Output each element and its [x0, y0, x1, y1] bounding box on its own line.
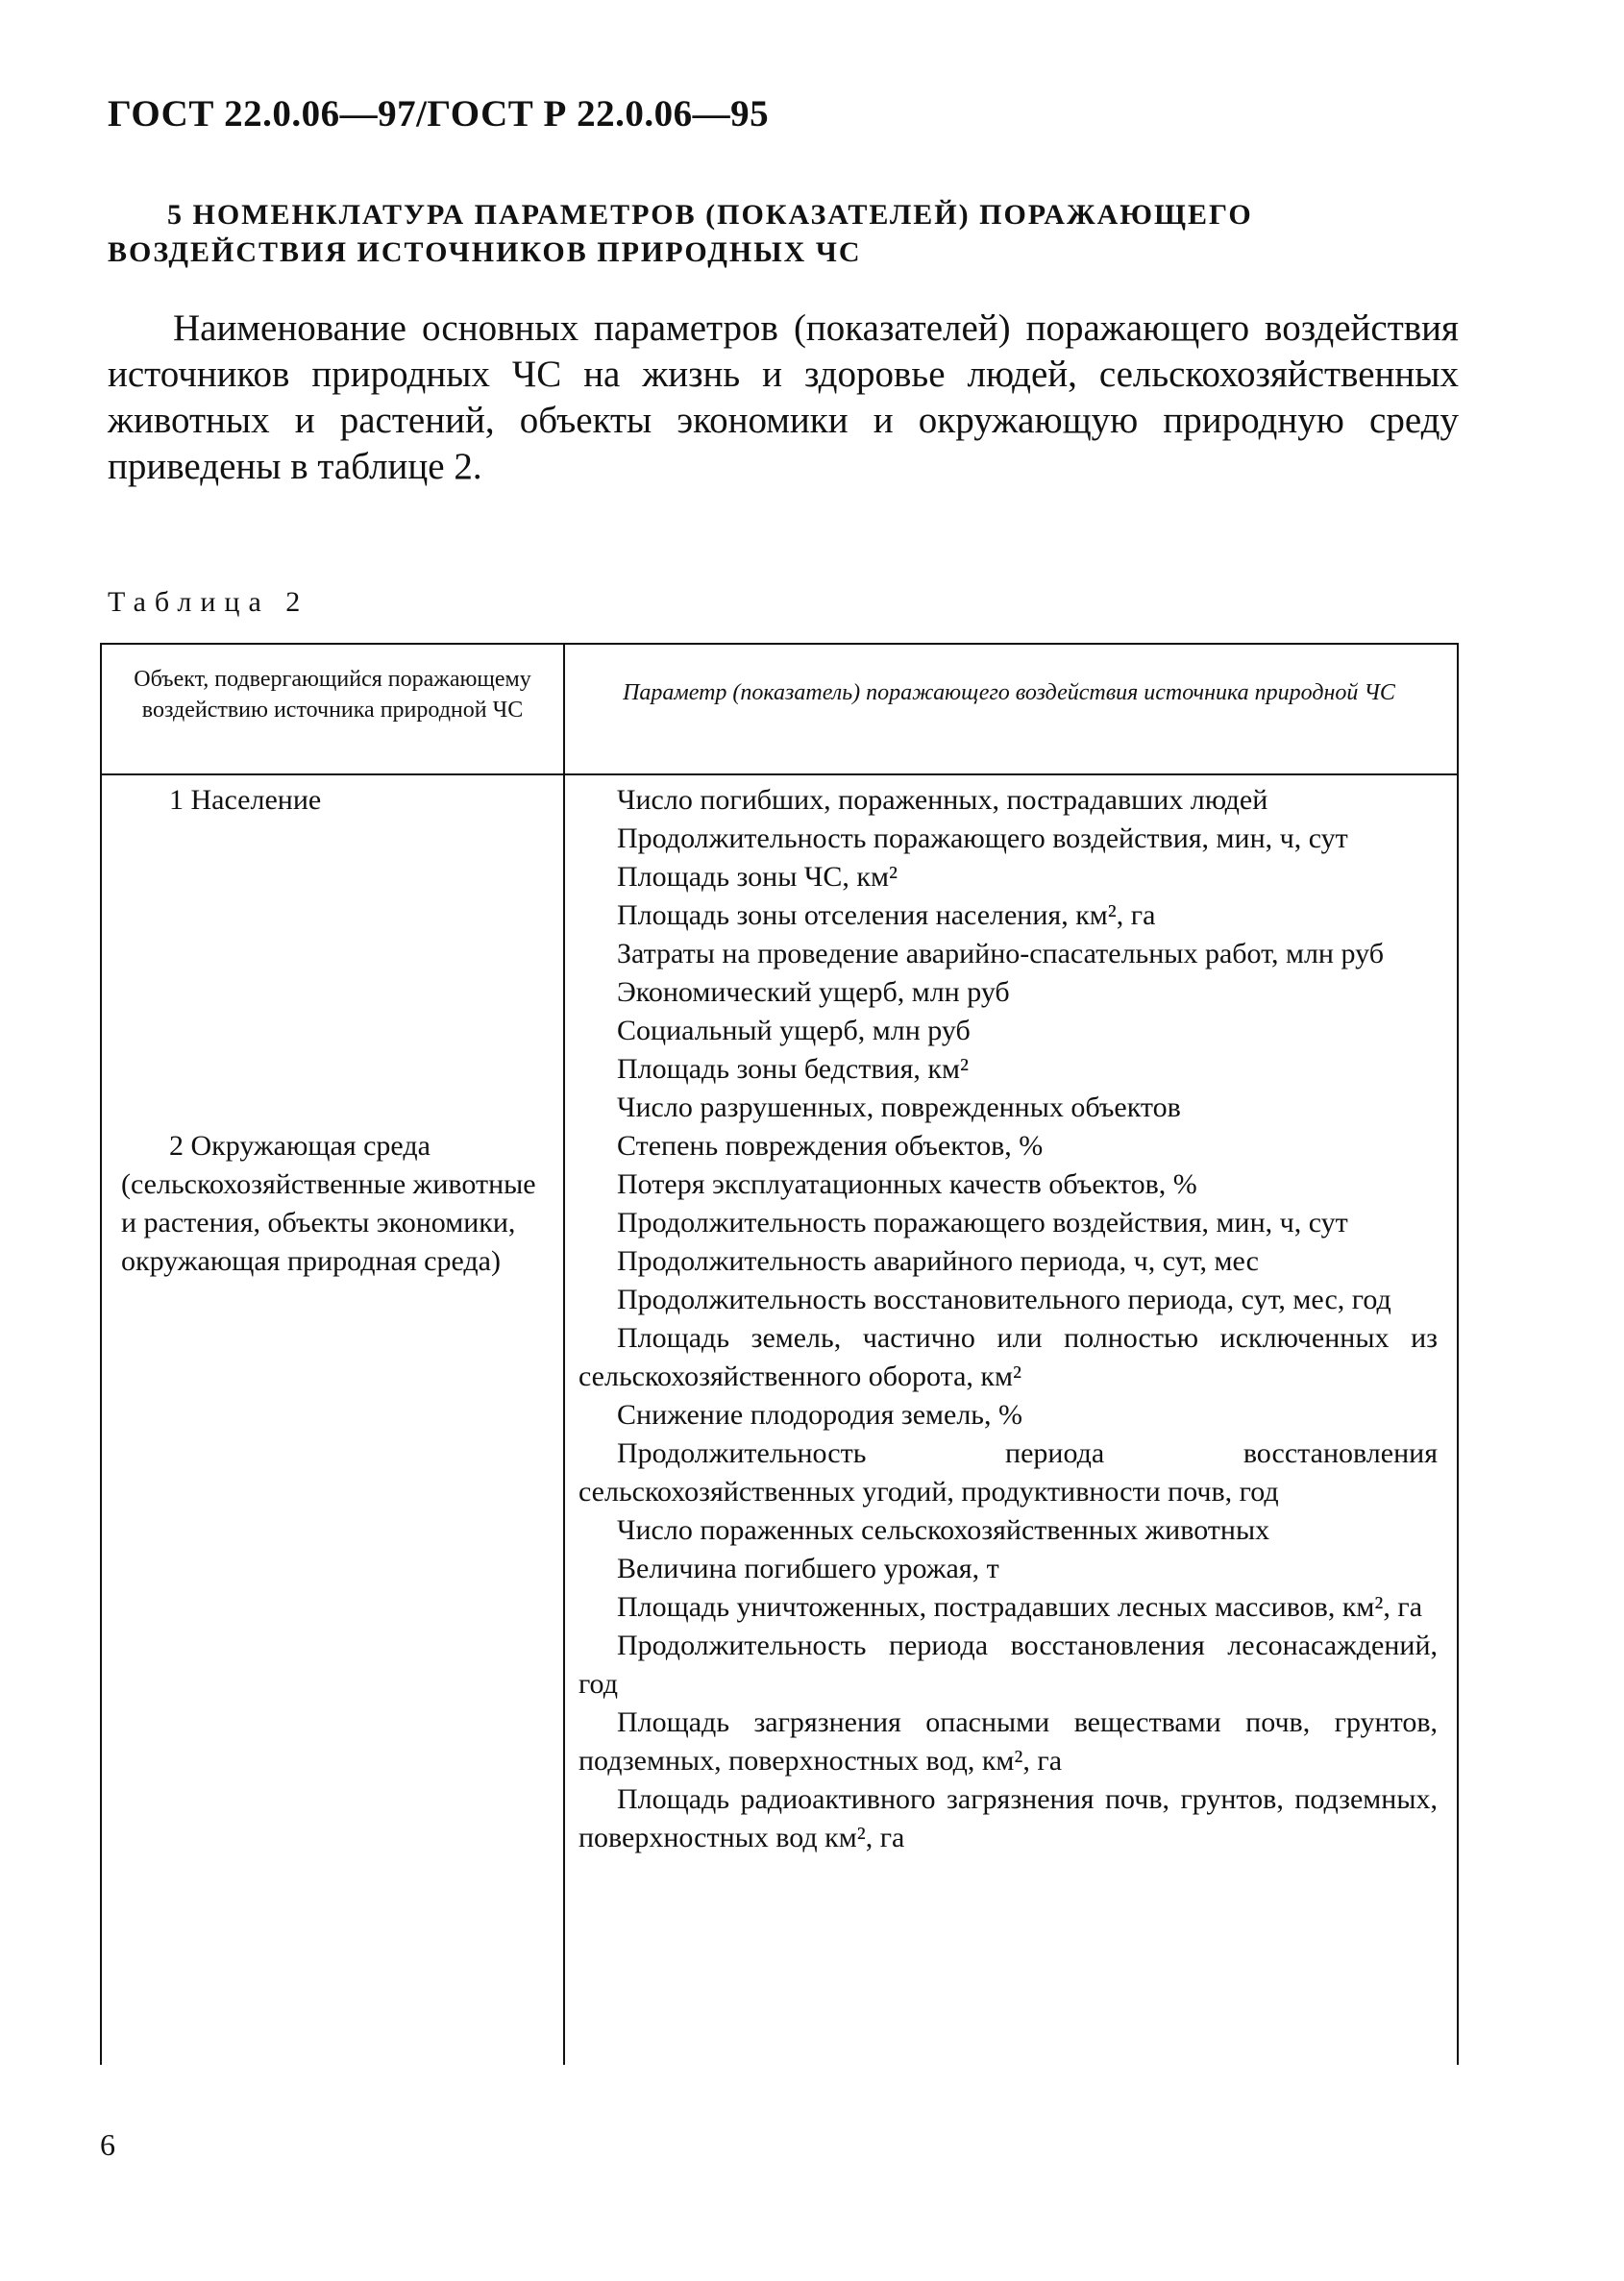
object-population: 1 Население	[169, 784, 322, 816]
section-title	[108, 196, 1453, 271]
parameters-table	[100, 643, 1459, 2065]
page-number: 6	[100, 2127, 115, 2162]
parameter-list	[578, 781, 1438, 1857]
parameter-item: Социальный ущерб, млн руб	[617, 1015, 971, 1046]
parameter-item: Площадь зоны ЧС, км²	[617, 861, 898, 893]
object-environment-title: 2 Окружающая среда	[169, 1130, 431, 1162]
parameter-item: Число погибших, пораженных, пострадавших людей	[617, 784, 1268, 816]
parameter-item: Площадь уничтоженных, пострадавших лесных массивов, км², га	[617, 1591, 1423, 1623]
parameter-item: Число пораженных сельскохозяйственных животных	[617, 1514, 1270, 1546]
parameter-item: Площадь зоны отселения населения, км², га	[617, 899, 1156, 931]
parameter-item: Число разрушенных, поврежденных объектов	[617, 1091, 1181, 1123]
parameter-item: Продолжительность периода восстановления лесонасаждений, год	[578, 1630, 1438, 1700]
parameter-item: Величина погибшего урожая, т	[617, 1553, 999, 1584]
object-environment	[121, 1127, 544, 1281]
parameter-item: Продолжительность аварийного периода, ч, сут, мес	[617, 1245, 1259, 1277]
standard-designation: ГОСТ 22.0.06—97/ГОСТ Р 22.0.06—95	[108, 93, 770, 135]
section-title-line-2: ВОЗДЕЙСТВИЯ ИСТОЧНИКОВ ПРИРОДНЫХ ЧС	[108, 236, 862, 268]
table-caption: Таблица 2	[108, 586, 309, 618]
parameter-item: Продолжительность поражающего воздействия, мин, ч, сут	[617, 1207, 1348, 1239]
section-title-line-1: 5 НОМЕНКЛАТУРА ПАРАМЕТРОВ (ПОКАЗАТЕЛЕЙ) ПОРАЖАЮЩЕГО	[167, 199, 1253, 231]
intro-text: Наименование основных параметров (показателей) поражающего воздействия источников природных ЧС на жизнь и здоровье людей, сельскохозяйственных животных и растений, объекты экономики и окружающую природную среду приведены в таблице 2.	[108, 307, 1459, 487]
header-divider	[102, 773, 1457, 775]
parameter-item: Степень повреждения объектов, %	[617, 1130, 1044, 1162]
parameter-item: Продолжительность восстановительного периода, сут, мес, год	[617, 1284, 1391, 1315]
parameter-item: Продолжительность периода восстановления сельскохозяйственных угодий, продуктивности почв, год	[578, 1437, 1438, 1508]
parameter-item: Площадь земель, частично или полностью исключенных из сельскохозяйственного оборота, км²	[578, 1322, 1438, 1392]
parameter-item: Экономический ущерб, млн руб	[617, 976, 1010, 1008]
header-object: Объект, подвергающийся поражающему воздействию источника природной ЧС	[134, 667, 531, 723]
header-parameter: Параметр (показатель) поражающего воздействия источника природной ЧС	[623, 680, 1395, 705]
parameter-item: Затраты на проведение аварийно-спасательных работ, млн руб	[617, 938, 1384, 969]
parameter-item: Снижение плодородия земель, %	[617, 1399, 1022, 1431]
parameter-item: Площадь зоны бедствия, км²	[617, 1053, 969, 1085]
intro-paragraph	[108, 306, 1459, 490]
parameter-item: Площадь загрязнения опасными веществами почв, грунтов, подземных, поверхностных вод, км², га	[578, 1706, 1438, 1777]
object-environment-details: (сельскохозяйственные животные и растения, объекты экономики, окружающая природная среда)	[121, 1168, 536, 1277]
parameter-item: Потеря эксплуатационных качеств объектов, %	[617, 1168, 1197, 1200]
column-divider	[563, 645, 565, 2065]
parameter-item: Продолжительность поражающего воздействия, мин, ч, сут	[617, 822, 1348, 854]
parameter-item: Площадь радиоактивного загрязнения почв, грунтов, подземных, поверхностных вод км², га	[578, 1783, 1438, 1853]
